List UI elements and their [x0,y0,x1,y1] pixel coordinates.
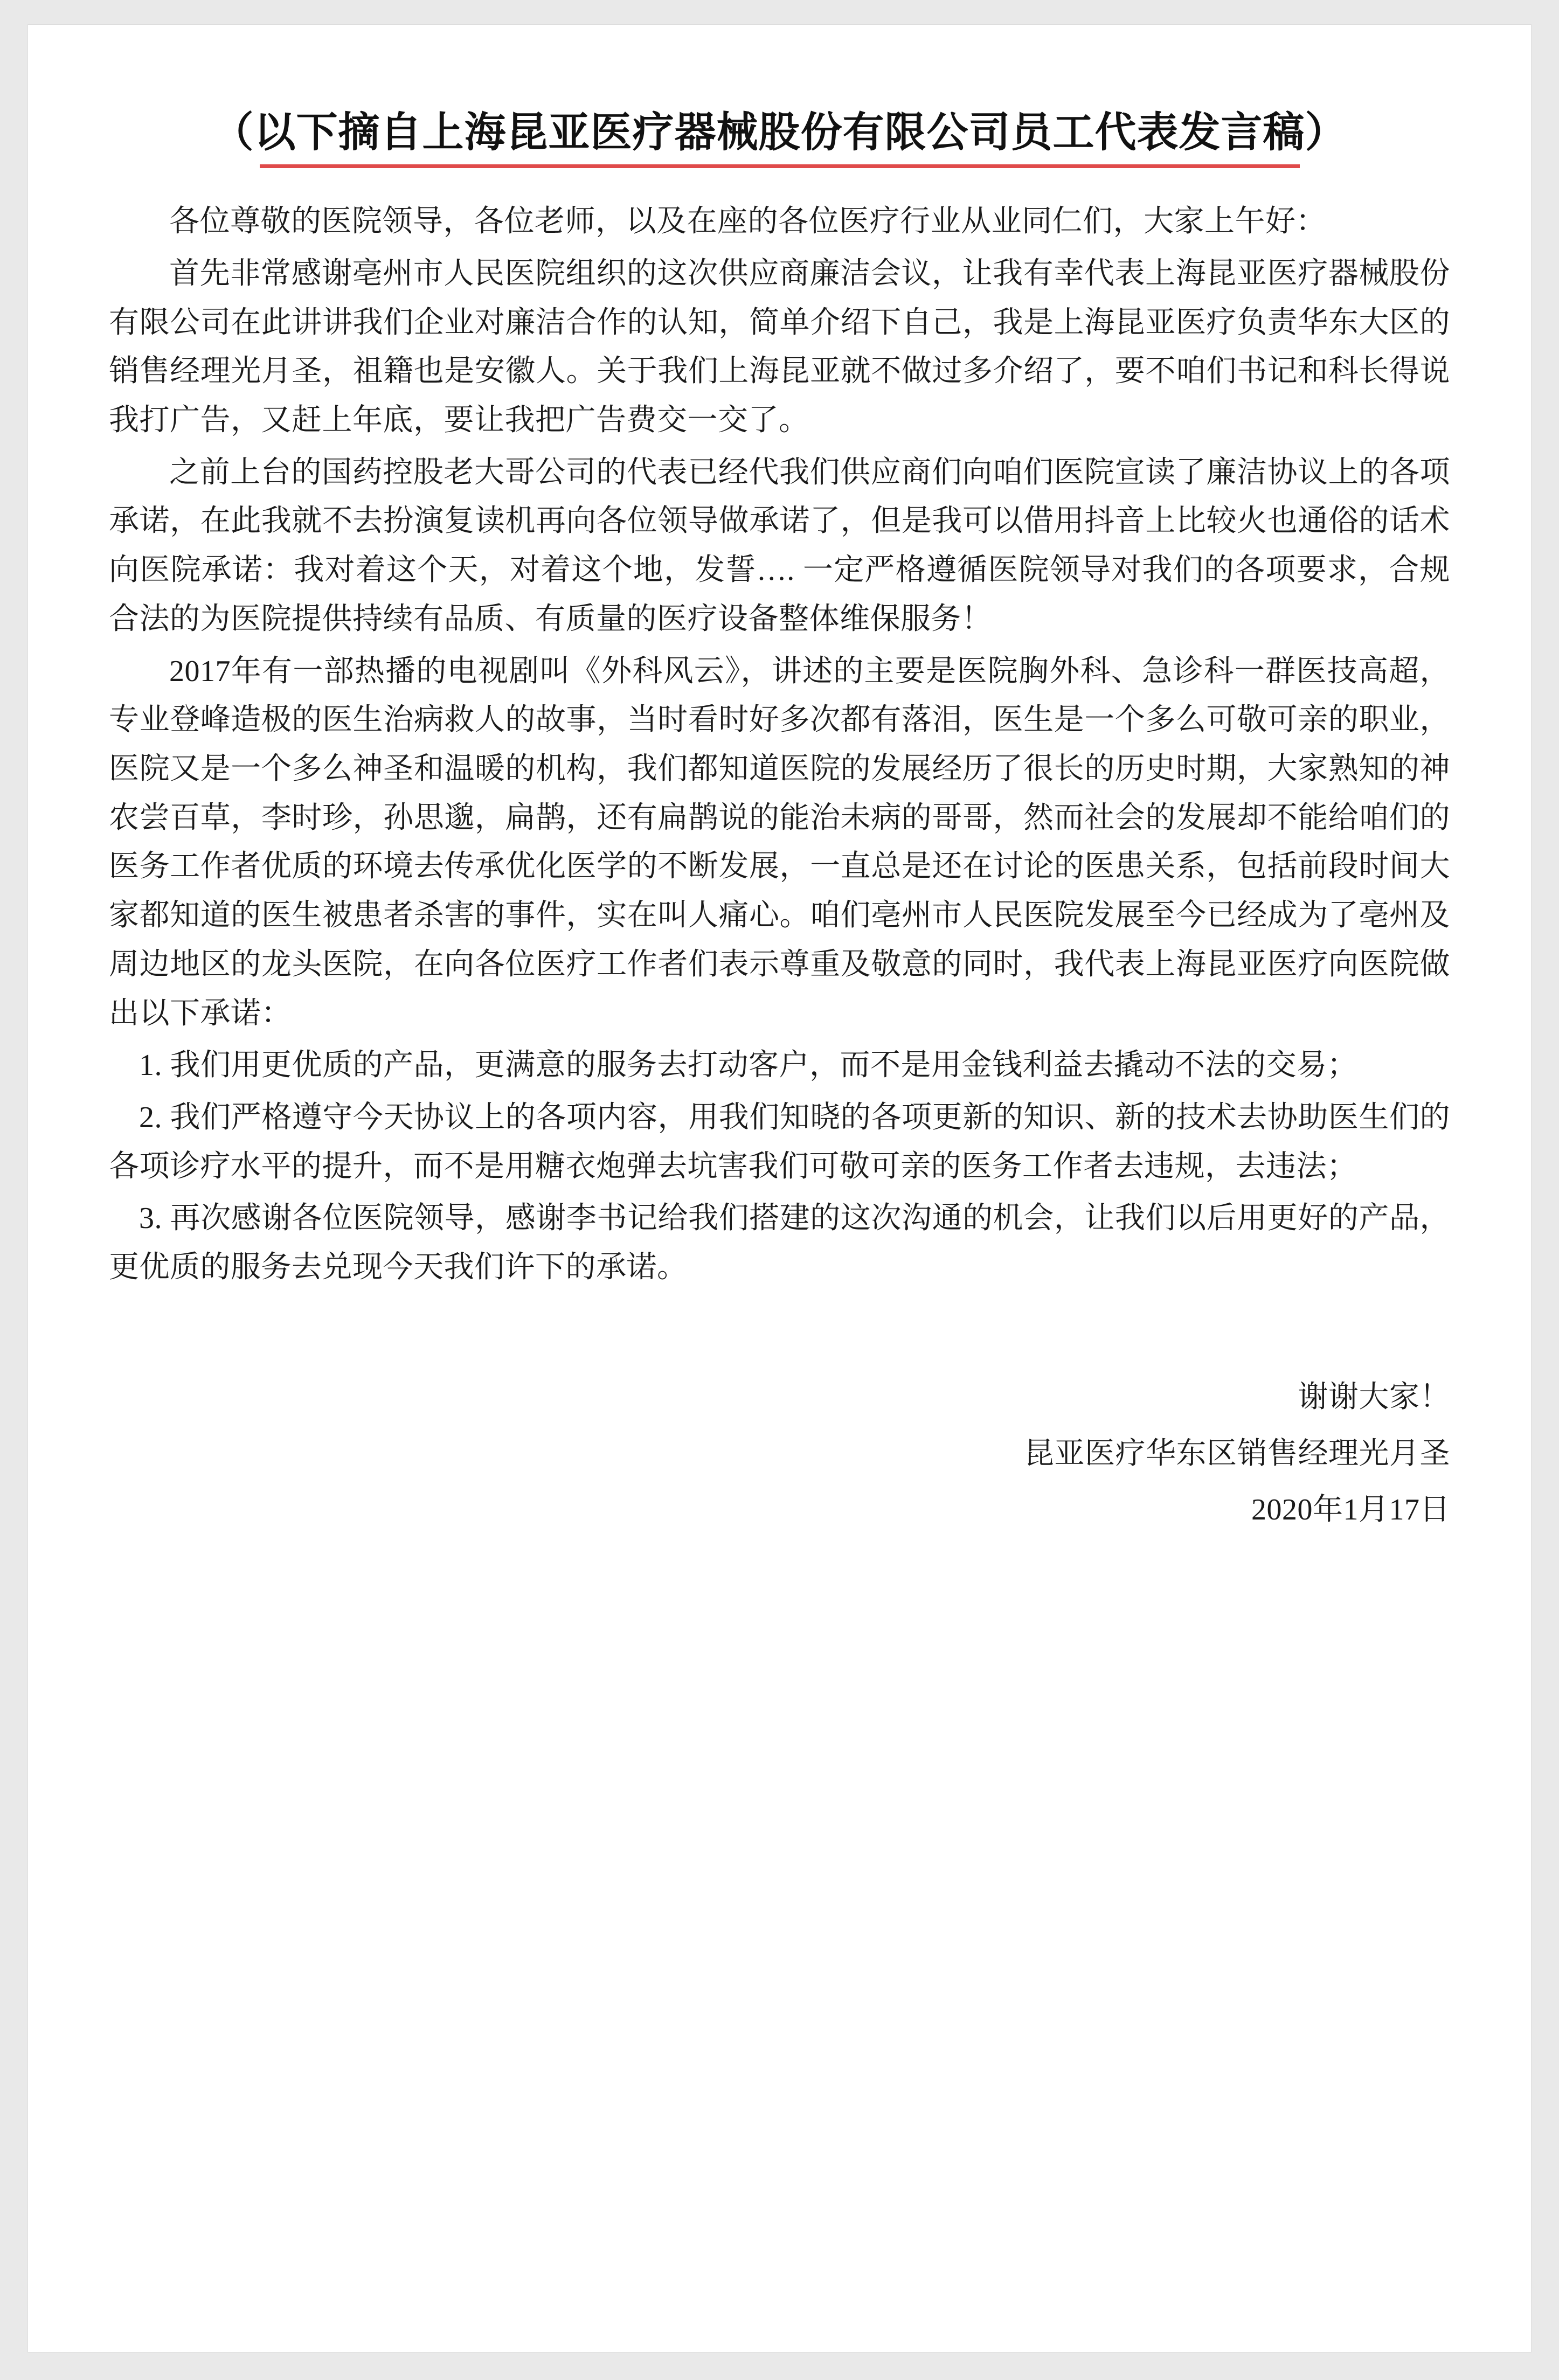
paragraph-introduction: 首先非常感谢亳州市人民医院组织的这次供应商廉洁会议，让我有幸代表上海昆亚医疗器械股份有限公司在此讲讲我们企业对廉洁合作的认知，简单介绍下自己，我是上海昆亚医疗负责华东大区的销售经理光月圣，祖籍也是安徽人。关于我们上海昆亚就不做过多介绍了，要不咱们书记和科长得说我打广告，又赶上年底，要让我把广告费交一交了。 [109,256,1450,437]
signature-thanks: 谢谢大家！ [1298,1380,1450,1414]
signature-name: 昆亚医疗华东区销售经理光月圣 [1024,1437,1450,1470]
document-sheet [28,25,1531,2352]
page-title-text-wrapper [212,106,1347,168]
page-title [109,106,1450,168]
title-underline-decoration [260,164,1300,168]
paragraph-story: 2017年有一部热播的电视剧叫《外科风云》，讲述的主要是医院胸外科、急诊科一群医技高超，专业登峰造极的医生治病救人的故事，当时看时好多次都有落泪，医生是一个多么可敬可亲的职业，医院又是一个多么神圣和温暖的机构，我们都知道医院的发展经历了很长的历史时期，大家熟知的神农尝百草，李时珍，孙思邈，扁鹊，还有扁鹊说的能治未病的哥哥，然而社会的发展却不能给咱们的医务工作者优质的环境去传承优化医学的不断发展，一直总是还在讨论的医患关系，包括前段时间大家都知道的医生被患者杀害的事件，实在叫人痛心。咱们亳州市人民医院发展至今已经成为了亳州及周边地区的龙头医院，在向各位医疗工作者们表示尊重及敬意的同时，我代表上海昆亚医疗向医院做出以下承诺： [109,654,1450,1030]
paragraph-pledge: 之前上台的国药控股老大哥公司的代表已经代我们供应商们向咱们医院宣读了廉洁协议上的各项承诺，在此我就不去扮演复读机再向各位领导做承诺了，但是我可以借用抖音上比较火也通俗的话术向医院承诺：我对着这个天，对着这个地，发誓…. 一定严格遵循医院领导对我们的各项要求，合规合法的为医院提供持续有品质、有质量的医疗设备整体维保服务！ [109,455,1450,636]
signature-block [109,1373,1450,1535]
list-item: 2. 我们严格遵守今天协议上的各项内容，用我们知晓的各项更新的知识、新的技术去协助医生们的各项诊疗水平的提升，而不是用糖衣炮弹去坑害我们可敬可亲的医务工作者去违规，去违法； [109,1101,1450,1183]
list-item: 1. 我们用更优质的产品，更满意的服务去打动客户，而不是用金钱利益去撬动不法的交易； [139,1049,1357,1083]
signature-date: 2020年1月17日 [1251,1493,1450,1527]
list-item: 3. 再次感谢各位医院领导，感谢李书记给我们搭建的这次沟通的机会，让我们以后用更好的产品，更优质的服务去兑现今天我们许下的承诺。 [109,1202,1450,1285]
document-body [109,197,1450,1292]
page-title-text: （以下摘自上海昆亚医疗器械股份有限公司员工代表发言稿） [212,109,1347,156]
paragraph-greeting: 各位尊敬的医院领导，各位老师，以及在座的各位医疗行业从业同仁们，大家上午好： [169,205,1326,239]
